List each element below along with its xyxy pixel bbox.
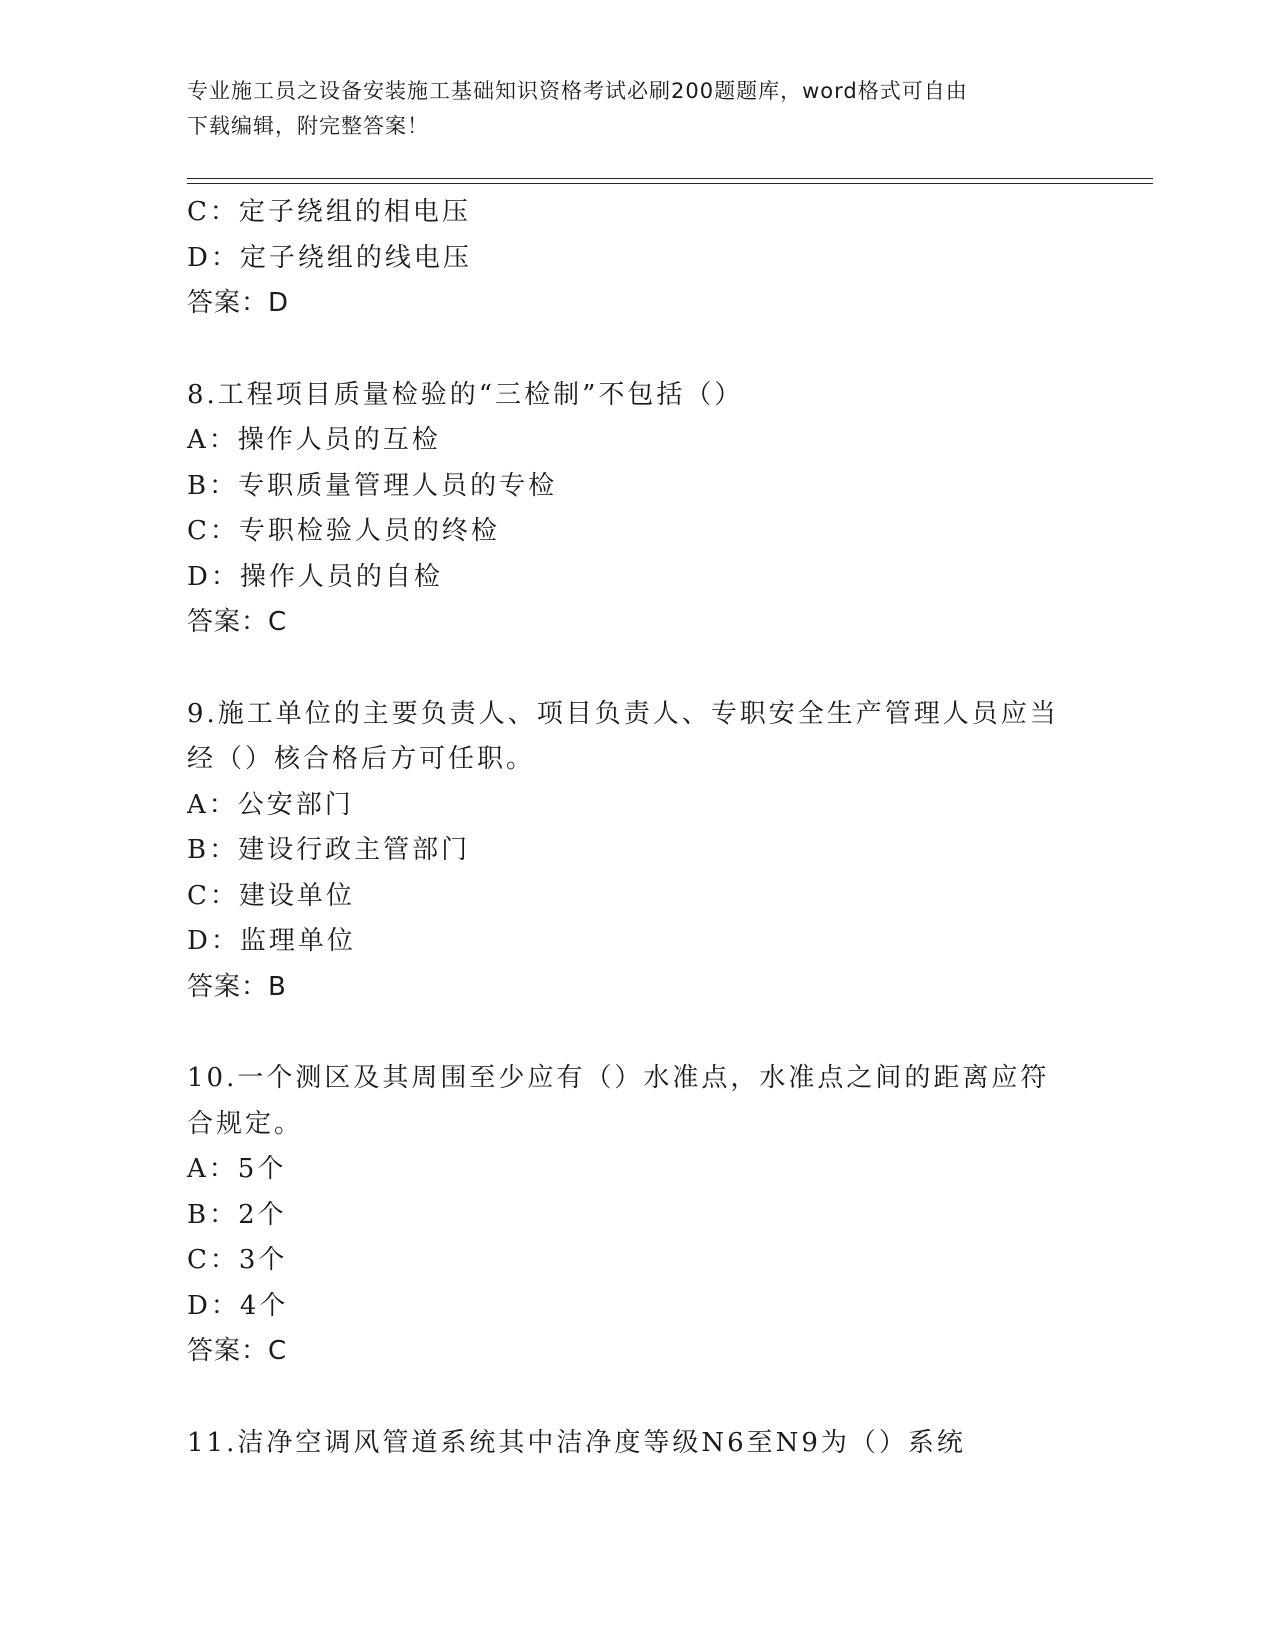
question-10 — [187, 1056, 1067, 1375]
question-text: 11.洁净空调风管道系统其中洁净度等级N6至N9为（）系统 — [187, 1427, 966, 1458]
option-b: B：2个 — [187, 1199, 287, 1230]
option-d: D：操作人员的自检 — [187, 561, 443, 592]
question-9 — [187, 692, 1067, 1011]
option-c: C：定子绕组的相电压 — [187, 197, 471, 227]
spacer — [187, 1010, 1067, 1056]
option-c: C：专职检验人员的终检 — [187, 516, 500, 546]
option-b: B：建设行政主管部门 — [187, 835, 471, 865]
option-d: D：4个 — [187, 1290, 289, 1321]
answer: 答案：C — [187, 1336, 288, 1366]
header-line-1: 专业施工员之设备安装施工基础知识资格考试必刷200题题库，word格式可自由 — [187, 79, 968, 103]
option-c: C：建设单位 — [187, 880, 355, 911]
option-a: A：5个 — [187, 1154, 287, 1184]
question-text-line-1: 9.施工单位的主要负责人、项目负责人、专职安全生产管理人员应当 — [187, 698, 1059, 729]
answer: 答案：C — [187, 607, 288, 637]
option-c: C：3个 — [187, 1245, 288, 1275]
option-a: A：公安部门 — [187, 789, 354, 820]
question-11 — [187, 1421, 1067, 1467]
option-d: D：定子绕组的线电压 — [187, 242, 472, 273]
header-divider-bottom — [187, 183, 1153, 184]
question-text-line-1: 10.一个测区及其周围至少应有（）水准点，水准点之间的距离应符 — [187, 1063, 1050, 1093]
option-a: A：操作人员的互检 — [187, 425, 441, 455]
question-text-line-2: 合规定。 — [187, 1108, 304, 1139]
header-divider-top — [187, 178, 1153, 179]
header-line-2: 下载编辑，附完整答案！ — [187, 114, 429, 138]
option-d: D：监理单位 — [187, 926, 356, 956]
question-7-tail — [187, 190, 1067, 327]
option-b: B：专职质量管理人员的专检 — [187, 470, 558, 501]
answer: 答案：D — [187, 288, 290, 318]
question-text: 8.工程项目质量检验的“三检制”不包括（） — [187, 379, 744, 410]
question-text-line-2: 经（）核合格后方可任职。 — [187, 744, 536, 774]
spacer — [187, 327, 1067, 373]
question-list — [187, 190, 1067, 1466]
spacer — [187, 1375, 1067, 1421]
document-header — [187, 74, 1067, 144]
answer: 答案：B — [187, 971, 287, 1002]
question-8 — [187, 373, 1067, 646]
spacer — [187, 646, 1067, 692]
